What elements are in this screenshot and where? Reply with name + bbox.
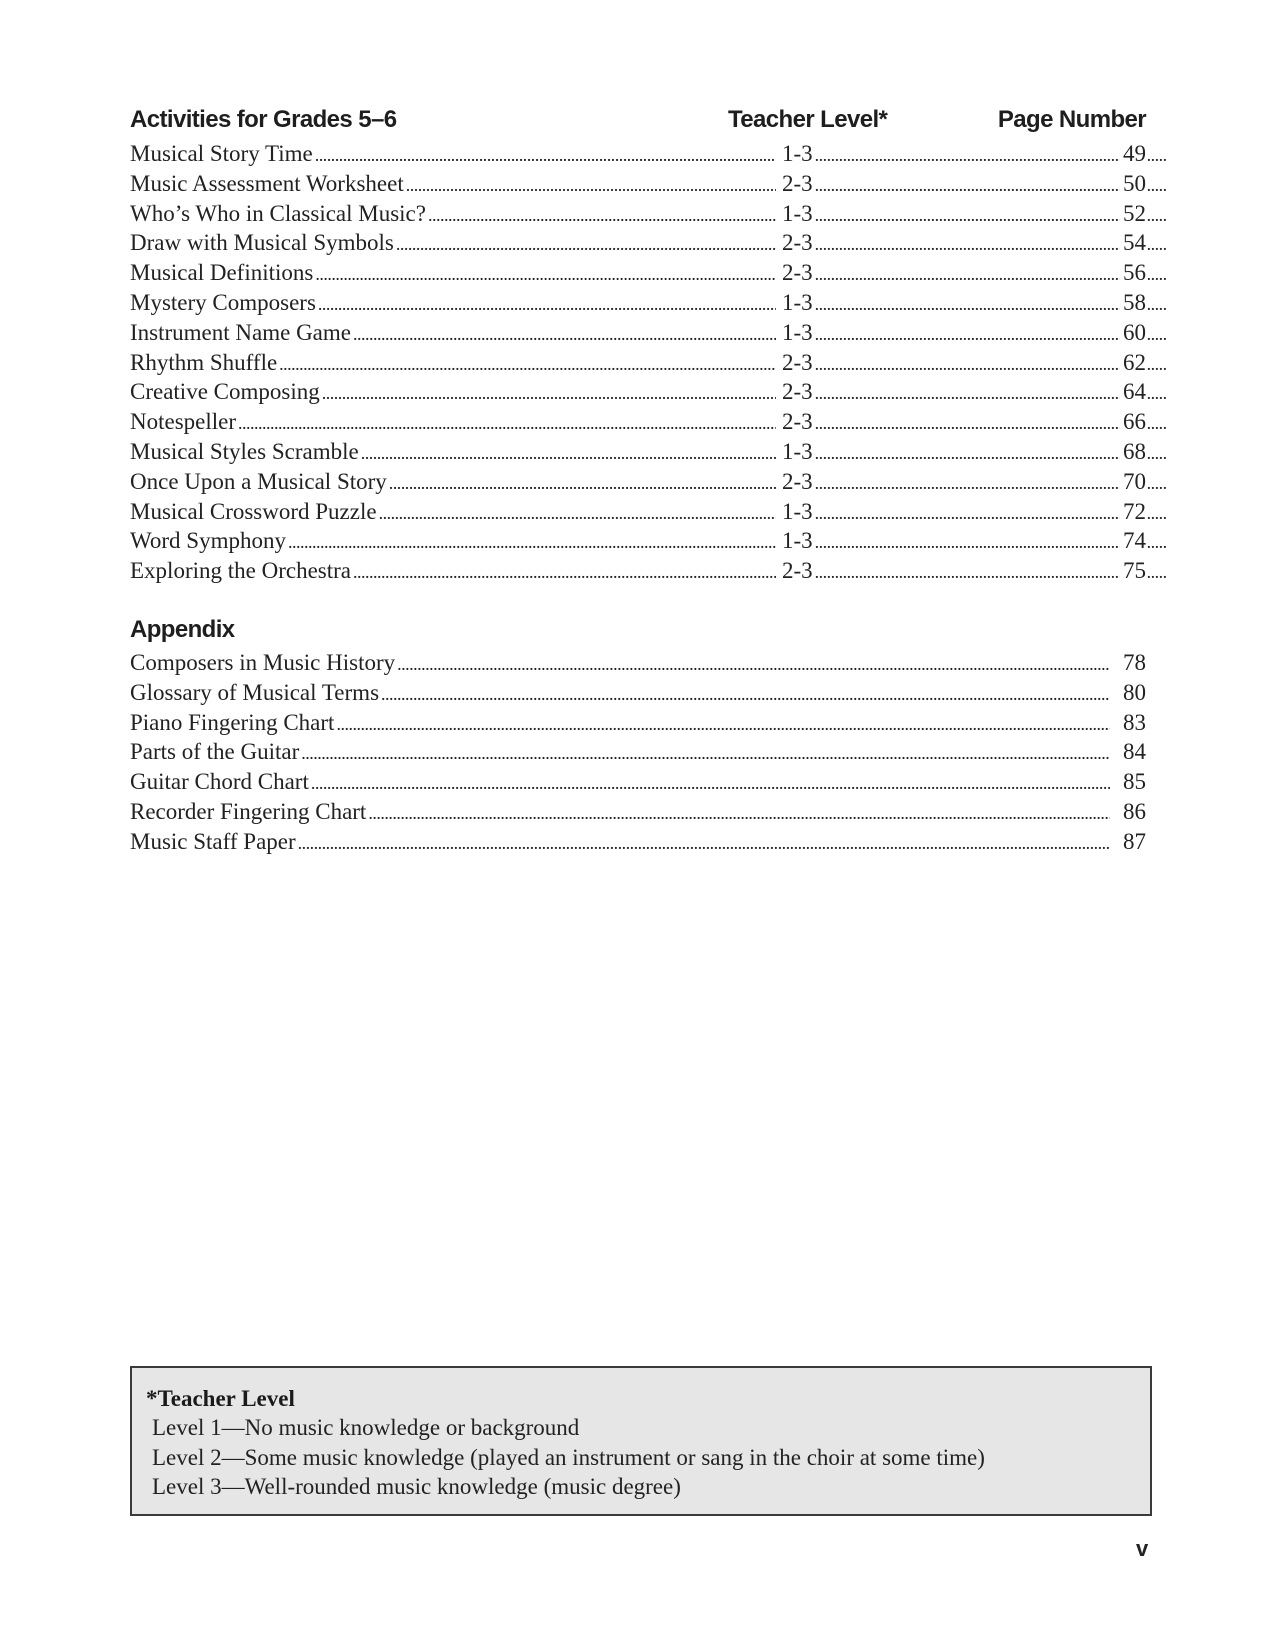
toc-entry-title: Draw with Musical Symbols . . .	[130, 228, 776, 260]
toc-entry-page: 56	[1120, 258, 1146, 288]
toc-entry-title: Recorder Fingering Chart . . .	[130, 797, 1110, 829]
toc-entry-page: 66	[1120, 407, 1146, 437]
footnote-line: Level 1—No music knowledge or background	[152, 1415, 580, 1440]
toc-entry-page: 64	[1120, 377, 1146, 407]
toc-entry-level: 2-3 . . .	[782, 407, 1166, 439]
toc-row	[130, 139, 1146, 169]
toc-entry-title: Notespeller . . .	[130, 407, 776, 439]
toc-entry-title: Piano Fingering Chart . . .	[130, 708, 1110, 740]
toc-entry-title: Glossary of Musical Terms . . .	[130, 678, 1110, 710]
toc-entry-page: 72	[1120, 497, 1146, 527]
toc-row	[130, 556, 1146, 586]
column-heading-page-number: Page Number	[997, 106, 1146, 133]
toc-row	[130, 648, 1146, 678]
toc-entry-page: 83	[1120, 708, 1146, 738]
footnote-line: Level 3—Well-rounded music knowledge (music degree)	[152, 1474, 681, 1499]
toc-entry-title: Word Symphony . . .	[130, 526, 776, 558]
toc-row	[130, 437, 1146, 467]
toc-row	[130, 348, 1146, 378]
toc-row	[130, 258, 1146, 288]
toc-row	[130, 497, 1146, 527]
toc-row	[130, 467, 1146, 497]
toc-entry-title: Music Staff Paper . . .	[130, 827, 1110, 859]
toc-entry-page: 58	[1120, 288, 1146, 318]
toc-entry-level: 2-3 . . .	[782, 258, 1166, 290]
toc-entry-level: 1-3 . . .	[782, 199, 1166, 231]
toc-entry-level: 2-3 . . .	[782, 377, 1166, 409]
toc-entry-level: 1-3 . . .	[782, 288, 1166, 320]
toc-entry-page: 60	[1120, 318, 1146, 348]
column-heading-teacher-level: Teacher Level*	[728, 106, 888, 133]
toc-entry-level: 1-3 . . .	[782, 139, 1166, 171]
toc-entry-page: 50	[1120, 169, 1146, 199]
footnote-line: Level 2—Some music knowledge (played an instrument or sang in the choir at some time)	[152, 1444, 985, 1470]
toc-entry-page: 68	[1120, 437, 1146, 467]
toc-row	[130, 827, 1146, 857]
toc-entry-level: 2-3 . . .	[782, 556, 1166, 588]
toc-entry-level: 1-3 . . .	[782, 318, 1166, 350]
toc-entry-title: Exploring the Orchestra . . .	[130, 556, 776, 588]
toc-row	[130, 377, 1146, 407]
toc-entry-level: 1-3 . . .	[782, 497, 1166, 529]
section-heading-grades: Activities for Grades 5–6	[130, 106, 397, 133]
toc-entry-level: 1-3 . . .	[782, 437, 1166, 469]
toc-entry-page: 87	[1120, 827, 1146, 857]
toc-entry-page: 54	[1120, 228, 1146, 258]
toc-entry-page: 85	[1120, 767, 1146, 797]
toc-entry-title: Musical Crossword Puzzle . . .	[130, 497, 776, 529]
toc-entry-level: 2-3 . . .	[782, 228, 1166, 260]
toc-entry-page: 49	[1120, 139, 1146, 169]
toc-entry-title: Who’s Who in Classical Music? . . .	[130, 199, 776, 231]
footnote-title: *Teacher Level	[146, 1386, 295, 1411]
toc-entry-title: Musical Styles Scramble . . .	[130, 437, 776, 469]
toc-entry-title: Rhythm Shuffle . . .	[130, 348, 776, 380]
toc-entry-title: Once Upon a Musical Story . . .	[130, 467, 776, 499]
toc-entry-title: Music Assessment Worksheet . . .	[130, 169, 776, 201]
toc-entry-level: 2-3 . . .	[782, 348, 1166, 380]
toc-row	[130, 407, 1146, 437]
toc-entry-page: 75	[1120, 556, 1146, 586]
toc-entry-level: 2-3 . . .	[782, 467, 1166, 499]
toc-row	[130, 526, 1146, 556]
toc-entry-title: Musical Story Time . . .	[130, 139, 776, 171]
section-heading-appendix: Appendix	[130, 616, 235, 643]
toc-entry-title: Instrument Name Game . . .	[130, 318, 776, 350]
toc-entry-title: Mystery Composers . . .	[130, 288, 776, 320]
toc-entry-level: 1-3 . . .	[782, 526, 1166, 558]
toc-entry-page: 78	[1120, 648, 1146, 678]
toc-entry-title: Composers in Music History . . .	[130, 648, 1110, 680]
toc-row	[130, 318, 1146, 348]
teacher-level-footnote	[130, 1366, 1152, 1516]
toc-entry-page: 52	[1120, 199, 1146, 229]
appendix-list	[130, 648, 1146, 857]
toc-entry-title: Parts of the Guitar . . .	[130, 737, 1110, 769]
toc-row	[130, 228, 1146, 258]
toc-row	[130, 288, 1146, 318]
toc-entry-level: 2-3 . . .	[782, 169, 1166, 201]
toc-row	[130, 199, 1146, 229]
toc-entry-page: 62	[1120, 348, 1146, 378]
toc-entry-page: 84	[1120, 737, 1146, 767]
toc-row	[130, 169, 1146, 199]
grades-activity-list	[130, 139, 1146, 586]
toc-entry-page: 86	[1120, 797, 1146, 827]
toc-row	[130, 797, 1146, 827]
toc-entry-title: Creative Composing . . .	[130, 377, 776, 409]
toc-row	[130, 678, 1146, 708]
toc-row	[130, 708, 1146, 738]
toc-entry-title: Guitar Chord Chart . . .	[130, 767, 1110, 799]
toc-row	[130, 767, 1146, 797]
toc-entry-page: 74	[1120, 526, 1146, 556]
toc-entry-page: 70	[1120, 467, 1146, 497]
toc-row	[130, 737, 1146, 767]
toc-entry-page: 80	[1120, 678, 1146, 708]
page-number: v	[1136, 1536, 1149, 1561]
toc-entry-title: Musical Definitions . . .	[130, 258, 776, 290]
